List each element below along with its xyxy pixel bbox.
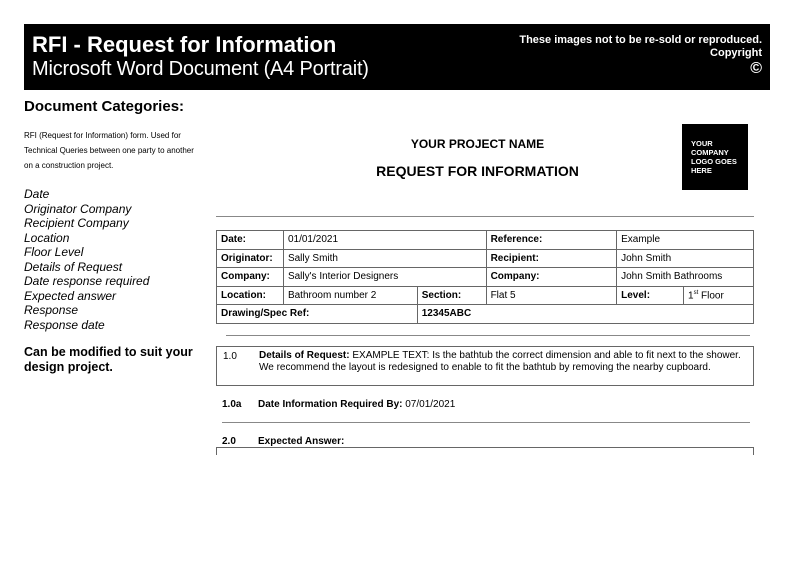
- document-title: REQUEST FOR INFORMATION: [376, 163, 579, 179]
- date-value: 01/01/2021: [283, 231, 486, 250]
- recipient-company-label: Company:: [486, 268, 617, 287]
- table-row: [217, 268, 754, 287]
- company-logo-placeholder: [682, 124, 748, 190]
- date-required-label: Date Information Required By:: [258, 399, 403, 410]
- details-of-request: [216, 346, 754, 386]
- copyright-icon: ©: [750, 60, 762, 77]
- date-required-row: [258, 399, 455, 410]
- level-text: Floor: [698, 289, 724, 301]
- divider: [226, 335, 750, 336]
- list-item: Location: [24, 230, 70, 245]
- list-item: Expected answer: [24, 288, 117, 303]
- details-label: Details of Request:: [259, 350, 350, 361]
- company-value: Sally's Interior Designers: [283, 268, 486, 287]
- section-value: Flat 5: [486, 286, 617, 305]
- list-item: Response: [24, 303, 79, 317]
- location-label: Location:: [217, 286, 284, 305]
- level-label: Level:: [617, 286, 684, 305]
- logo-text: YOUR COMPANY LOGO GOES HERE: [691, 139, 737, 175]
- reference-label: Reference:: [486, 231, 617, 250]
- list-item: Response date: [24, 317, 105, 332]
- divider: [216, 216, 754, 217]
- date-label: Date:: [217, 231, 284, 250]
- sidebar-heading: Document Categories:: [24, 98, 185, 115]
- expected-answer-label: Expected Answer:: [258, 436, 345, 447]
- reference-value: Example: [617, 231, 754, 250]
- level-value: [684, 286, 754, 305]
- list-item: Originator Company: [24, 201, 132, 216]
- recipient-company-value: John Smith Bathrooms: [617, 268, 754, 287]
- notice-text: These images not to be re-sold or reproduced.: [519, 34, 762, 46]
- category-list: [24, 187, 194, 332]
- details-number: 1.0: [223, 351, 237, 362]
- header-banner: [24, 24, 770, 90]
- banner-subtitle: Microsoft Word Document (A4 Portrait): [32, 58, 369, 80]
- table-row: [217, 249, 754, 268]
- divider: [222, 422, 750, 423]
- level-number: 1: [688, 289, 694, 301]
- drawing-ref-label: Drawing/Spec Ref:: [217, 305, 418, 324]
- copyright-notice: [519, 34, 762, 77]
- location-value: Bathroom number 2: [283, 286, 417, 305]
- section-label: Section:: [417, 286, 486, 305]
- originator-value: Sally Smith: [283, 249, 486, 268]
- expected-answer-number: 2.0: [222, 436, 236, 447]
- list-item: Date response required: [24, 274, 150, 288]
- originator-label: Originator:: [217, 249, 284, 268]
- table-row: [217, 305, 754, 324]
- rfi-info-table: [216, 230, 754, 324]
- recipient-label: Recipient:: [486, 249, 617, 268]
- details-body: EXAMPLE TEXT: Is the bathtub the correct dimension and able to fit next to the shower. We recommend the layout is redesigned to enable to fit the bathtub by removing the nearby cupboard.: [259, 350, 741, 373]
- sidebar-footer: Can be modified to suit your design project.: [24, 345, 193, 374]
- date-required-number: 1.0a: [222, 399, 242, 410]
- expected-answer-box: [216, 447, 754, 455]
- project-name: YOUR PROJECT NAME: [410, 137, 545, 151]
- sidebar-description: RFI (Request for Information) form. Used for Technical Queries between one party to another on a construction project.: [24, 131, 194, 170]
- date-required-value: 07/01/2021: [402, 399, 456, 410]
- banner-title: RFI - Request for Information: [32, 32, 337, 57]
- list-item: Floor Level: [24, 245, 84, 259]
- drawing-ref-value: 12345ABC: [417, 305, 753, 324]
- table-row: [217, 231, 754, 250]
- copyright-label: Copyright: [710, 47, 762, 59]
- list-item: Recipient Company: [24, 216, 129, 230]
- recipient-value: John Smith: [617, 249, 754, 268]
- table-row: [217, 286, 754, 305]
- company-label: Company:: [217, 268, 284, 287]
- list-item: Date: [24, 187, 50, 201]
- list-item: Details of Request: [24, 259, 123, 274]
- sidebar: [24, 98, 194, 375]
- details-text: [259, 350, 749, 374]
- level-suffix: st: [693, 289, 699, 296]
